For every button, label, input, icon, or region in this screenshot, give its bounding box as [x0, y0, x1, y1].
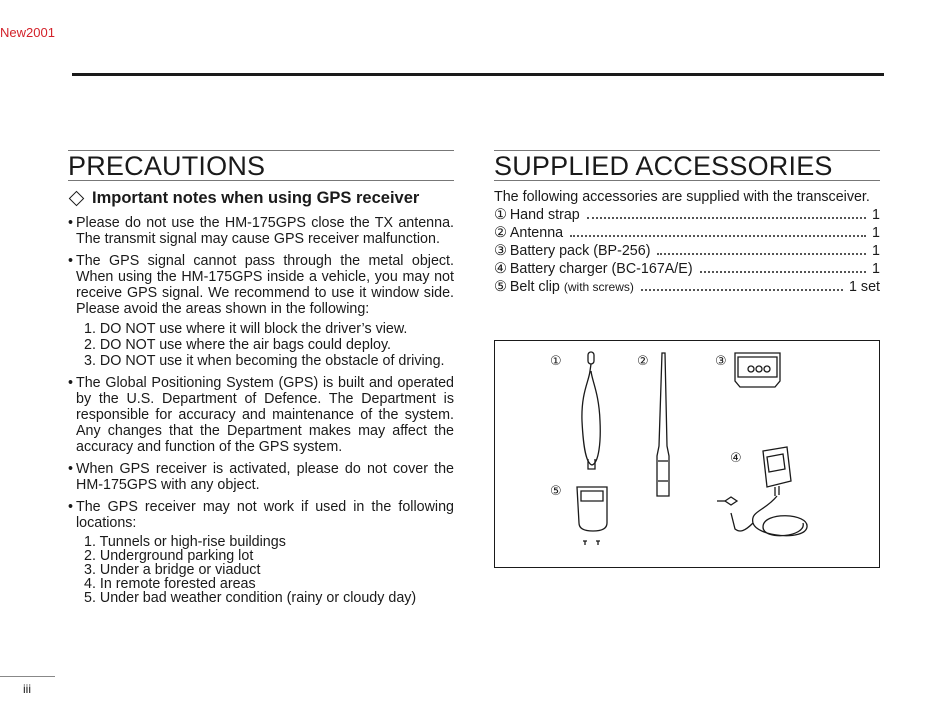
- list-item-text: The GPS receiver may not work if used in the following locations:: [76, 499, 454, 531]
- list-item-text: The GPS signal cannot pass through the metal object. When using the HM-175GPS inside a vehicle, you may not receive GPS signal. We recommend to use it window side. Please avoid the areas shown in the following:: [76, 253, 454, 317]
- accessories-list: [494, 206, 880, 296]
- item-quantity: 1: [872, 243, 880, 259]
- accessories-illustration: [494, 340, 880, 568]
- list-item: [68, 375, 454, 455]
- gps-notes-subhead: [68, 189, 454, 208]
- item-name: [510, 278, 634, 296]
- label-antenna: ②: [637, 354, 649, 369]
- accessory-item: [494, 206, 880, 224]
- label-charger: ④: [730, 451, 742, 466]
- item-name: Battery pack (BP-256): [509, 243, 651, 259]
- antenna-icon: [657, 353, 669, 496]
- list-item: [68, 215, 454, 247]
- document-tag: New2001: [0, 25, 55, 40]
- list-item-text: The Global Positioning System (GPS) is built and operated by the U.S. Department of Defence. The Department is responsible for accuracy and maintenance of the system. Any changes that the Department makes may affect the accuracy and function of the GPS system.: [76, 375, 454, 455]
- item-number: ①: [494, 207, 507, 223]
- item-quantity: 1: [872, 261, 880, 277]
- accessories-section: [494, 150, 880, 296]
- precautions-list: [68, 215, 454, 605]
- label-hand-strap: ①: [550, 354, 562, 369]
- diamond-icon: [69, 191, 85, 207]
- accessory-item: [494, 278, 880, 296]
- bullet-icon: •: [68, 375, 74, 391]
- header-rule: [72, 73, 884, 76]
- list-item: [68, 253, 454, 317]
- leader-dots: [587, 216, 866, 219]
- bullet-icon: •: [68, 215, 74, 231]
- gps-notes-subhead-text: Important notes when using GPS receiver: [92, 189, 420, 207]
- item-name: Hand strap: [509, 207, 580, 223]
- item-note: (with screws): [563, 280, 634, 294]
- precautions-title: PRECAUTIONS: [68, 150, 454, 181]
- list-item-text: Please do not use the HM-175GPS close the TX antenna. The transmit signal may cause GPS receiver malfunction.: [76, 215, 454, 247]
- list-item: [68, 461, 454, 493]
- leader-dots: [657, 252, 866, 255]
- item-quantity: 1 set: [849, 279, 880, 295]
- item-name: Antenna: [509, 225, 564, 241]
- page-number: iii: [0, 676, 55, 696]
- avoid-item: 3. DO NOT use it when becoming the obstacle of driving.: [84, 353, 445, 369]
- accessory-item: [494, 260, 880, 278]
- item-number: ②: [494, 225, 507, 241]
- location-item: 2. Underground parking lot: [84, 548, 254, 564]
- accessory-item: [494, 242, 880, 260]
- location-item: 5. Under bad weather condition (rainy or cloudy day): [84, 590, 417, 606]
- bullet-icon: •: [68, 499, 74, 515]
- belt-clip-icon: [577, 487, 607, 545]
- label-belt-clip: ⑤: [550, 484, 562, 499]
- item-name-text: Belt clip: [509, 279, 560, 295]
- bullet-icon: •: [68, 253, 74, 269]
- list-item: [68, 499, 454, 531]
- avoid-areas-list: [68, 321, 454, 369]
- leader-dots: [700, 270, 866, 273]
- precautions-section: [68, 150, 454, 611]
- leader-dots: [641, 288, 843, 291]
- item-quantity: 1: [872, 207, 880, 223]
- item-number: ⑤: [494, 279, 507, 295]
- battery-pack-icon: [735, 353, 780, 387]
- item-number: ③: [494, 243, 507, 259]
- bullet-icon: •: [68, 461, 74, 477]
- avoid-item: 1. DO NOT use where it will block the driver’s view.: [84, 321, 408, 337]
- item-name: Battery charger (BC-167A/E): [509, 261, 693, 277]
- accessory-item: [494, 224, 880, 242]
- location-item: 4. In remote forested areas: [84, 576, 256, 592]
- accessories-drawing: [495, 341, 879, 567]
- avoid-item: 2. DO NOT use where the air bags could deploy.: [84, 337, 392, 353]
- accessories-intro: The following accessories are supplied with the transceiver.: [494, 189, 870, 205]
- location-item: 3. Under a bridge or viaduct: [84, 562, 261, 578]
- item-number: ④: [494, 261, 507, 277]
- item-quantity: 1: [872, 225, 880, 241]
- accessories-title: SUPPLIED ACCESSORIES: [494, 150, 880, 181]
- hand-strap-icon: [582, 352, 600, 469]
- label-battery-pack: ③: [715, 354, 727, 369]
- leader-dots: [570, 234, 866, 237]
- location-item: 1. Tunnels or high-rise buildings: [84, 534, 286, 550]
- locations-list: [68, 535, 454, 605]
- list-item-text: When GPS receiver is activated, please do not cover the HM-175GPS with any object.: [76, 461, 454, 493]
